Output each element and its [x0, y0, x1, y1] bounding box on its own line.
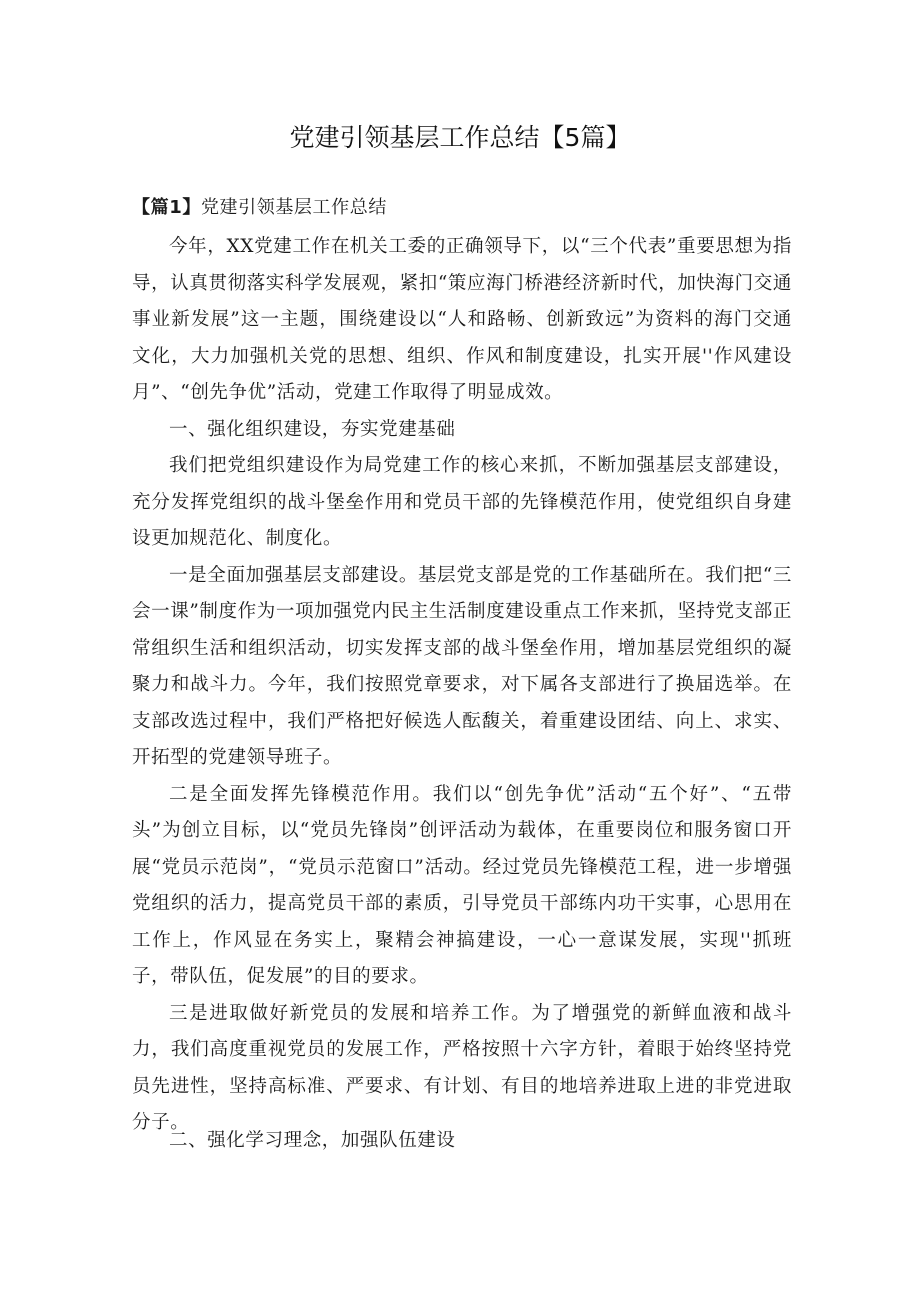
paragraph-point-one: 一是全面加强基层支部建设。基层党支部是党的工作基础所在。我们把“三会一课”制度作为一项加强党内民主生活制度建设重点工作来抓，坚持党支部正常组织生活和组织活动，切实发挥支部的战斗堡垒作用，增加基层党组织的凝聚力和战斗力。今年，我们按照党章要求，对下属各支部进行了换届选举。在支部改选过程中，我们严格把好候选人酝馥关，着重建设团结、向上、求实、开拓型的党建领导班子。	[132, 564, 792, 768]
heading-one: 一、强化组织建设，夯实党建基础	[169, 418, 456, 440]
document-title: 党建引领基层工作总结【5篇】	[289, 123, 631, 152]
section-label-text: 党建引领基层工作总结	[200, 197, 387, 218]
paragraph-point-two: 二是全面发挥先锋模范作用。我们以“创先争优”活动“五个好”、“五带头”为创立目标，以“党员先锋岗”创评活动为载体，在重要岗位和服务窗口开展“党员示范岗”，“党员示范窗口”活动。经过党员先锋模范工程，进一步增强党组织的活力，提高党员干部的素质，引导党员干部练内功干实事，心思用在工作上，作风显在务实上，聚精会神搞建设，一心一意谋发展，实现''抓班子，带队伍，促发展”的目的要求。	[132, 783, 792, 987]
paragraph-organization: 我们把党组织建设作为局党建工作的核心来抓，不断加强基层支部建设，充分发挥党组织的战斗堡垒作用和党员干部的先锋模范作用，使党组织自身建设更加规范化、制度化。	[132, 455, 792, 549]
paragraph-point-three: 三是进取做好新党员的发展和培养工作。为了增强党的新鲜血液和战斗力，我们高度重视党员的发展工作，严格按照十六字方针，着眼于始终坚持党员先进性，坚持高标准、严要求、有计划、有目的地培养进取上进的非党进取分子。	[132, 1002, 792, 1133]
heading-two: 二、强化学习理念，加强队伍建设	[169, 1130, 456, 1151]
section-label-bracket: 【篇1】	[132, 197, 201, 218]
section-label	[132, 193, 387, 219]
document-body	[132, 229, 792, 1142]
paragraph-intro: 今年，XX党建工作在机关工委的正确领导下，以“三个代表”重要思想为指导，认真贯彻落实科学发展观，紧扣“策应海门桥港经济新时代，加快海门交通事业新发展”这一主题，围绕建设以“人和路畅、创新致远”为资料的海门交通文化，大力加强机关党的思想、组织、作风和制度建设，扎实开展''作风建设月”、“创先争优”活动，党建工作取得了明显成效。	[132, 236, 792, 403]
